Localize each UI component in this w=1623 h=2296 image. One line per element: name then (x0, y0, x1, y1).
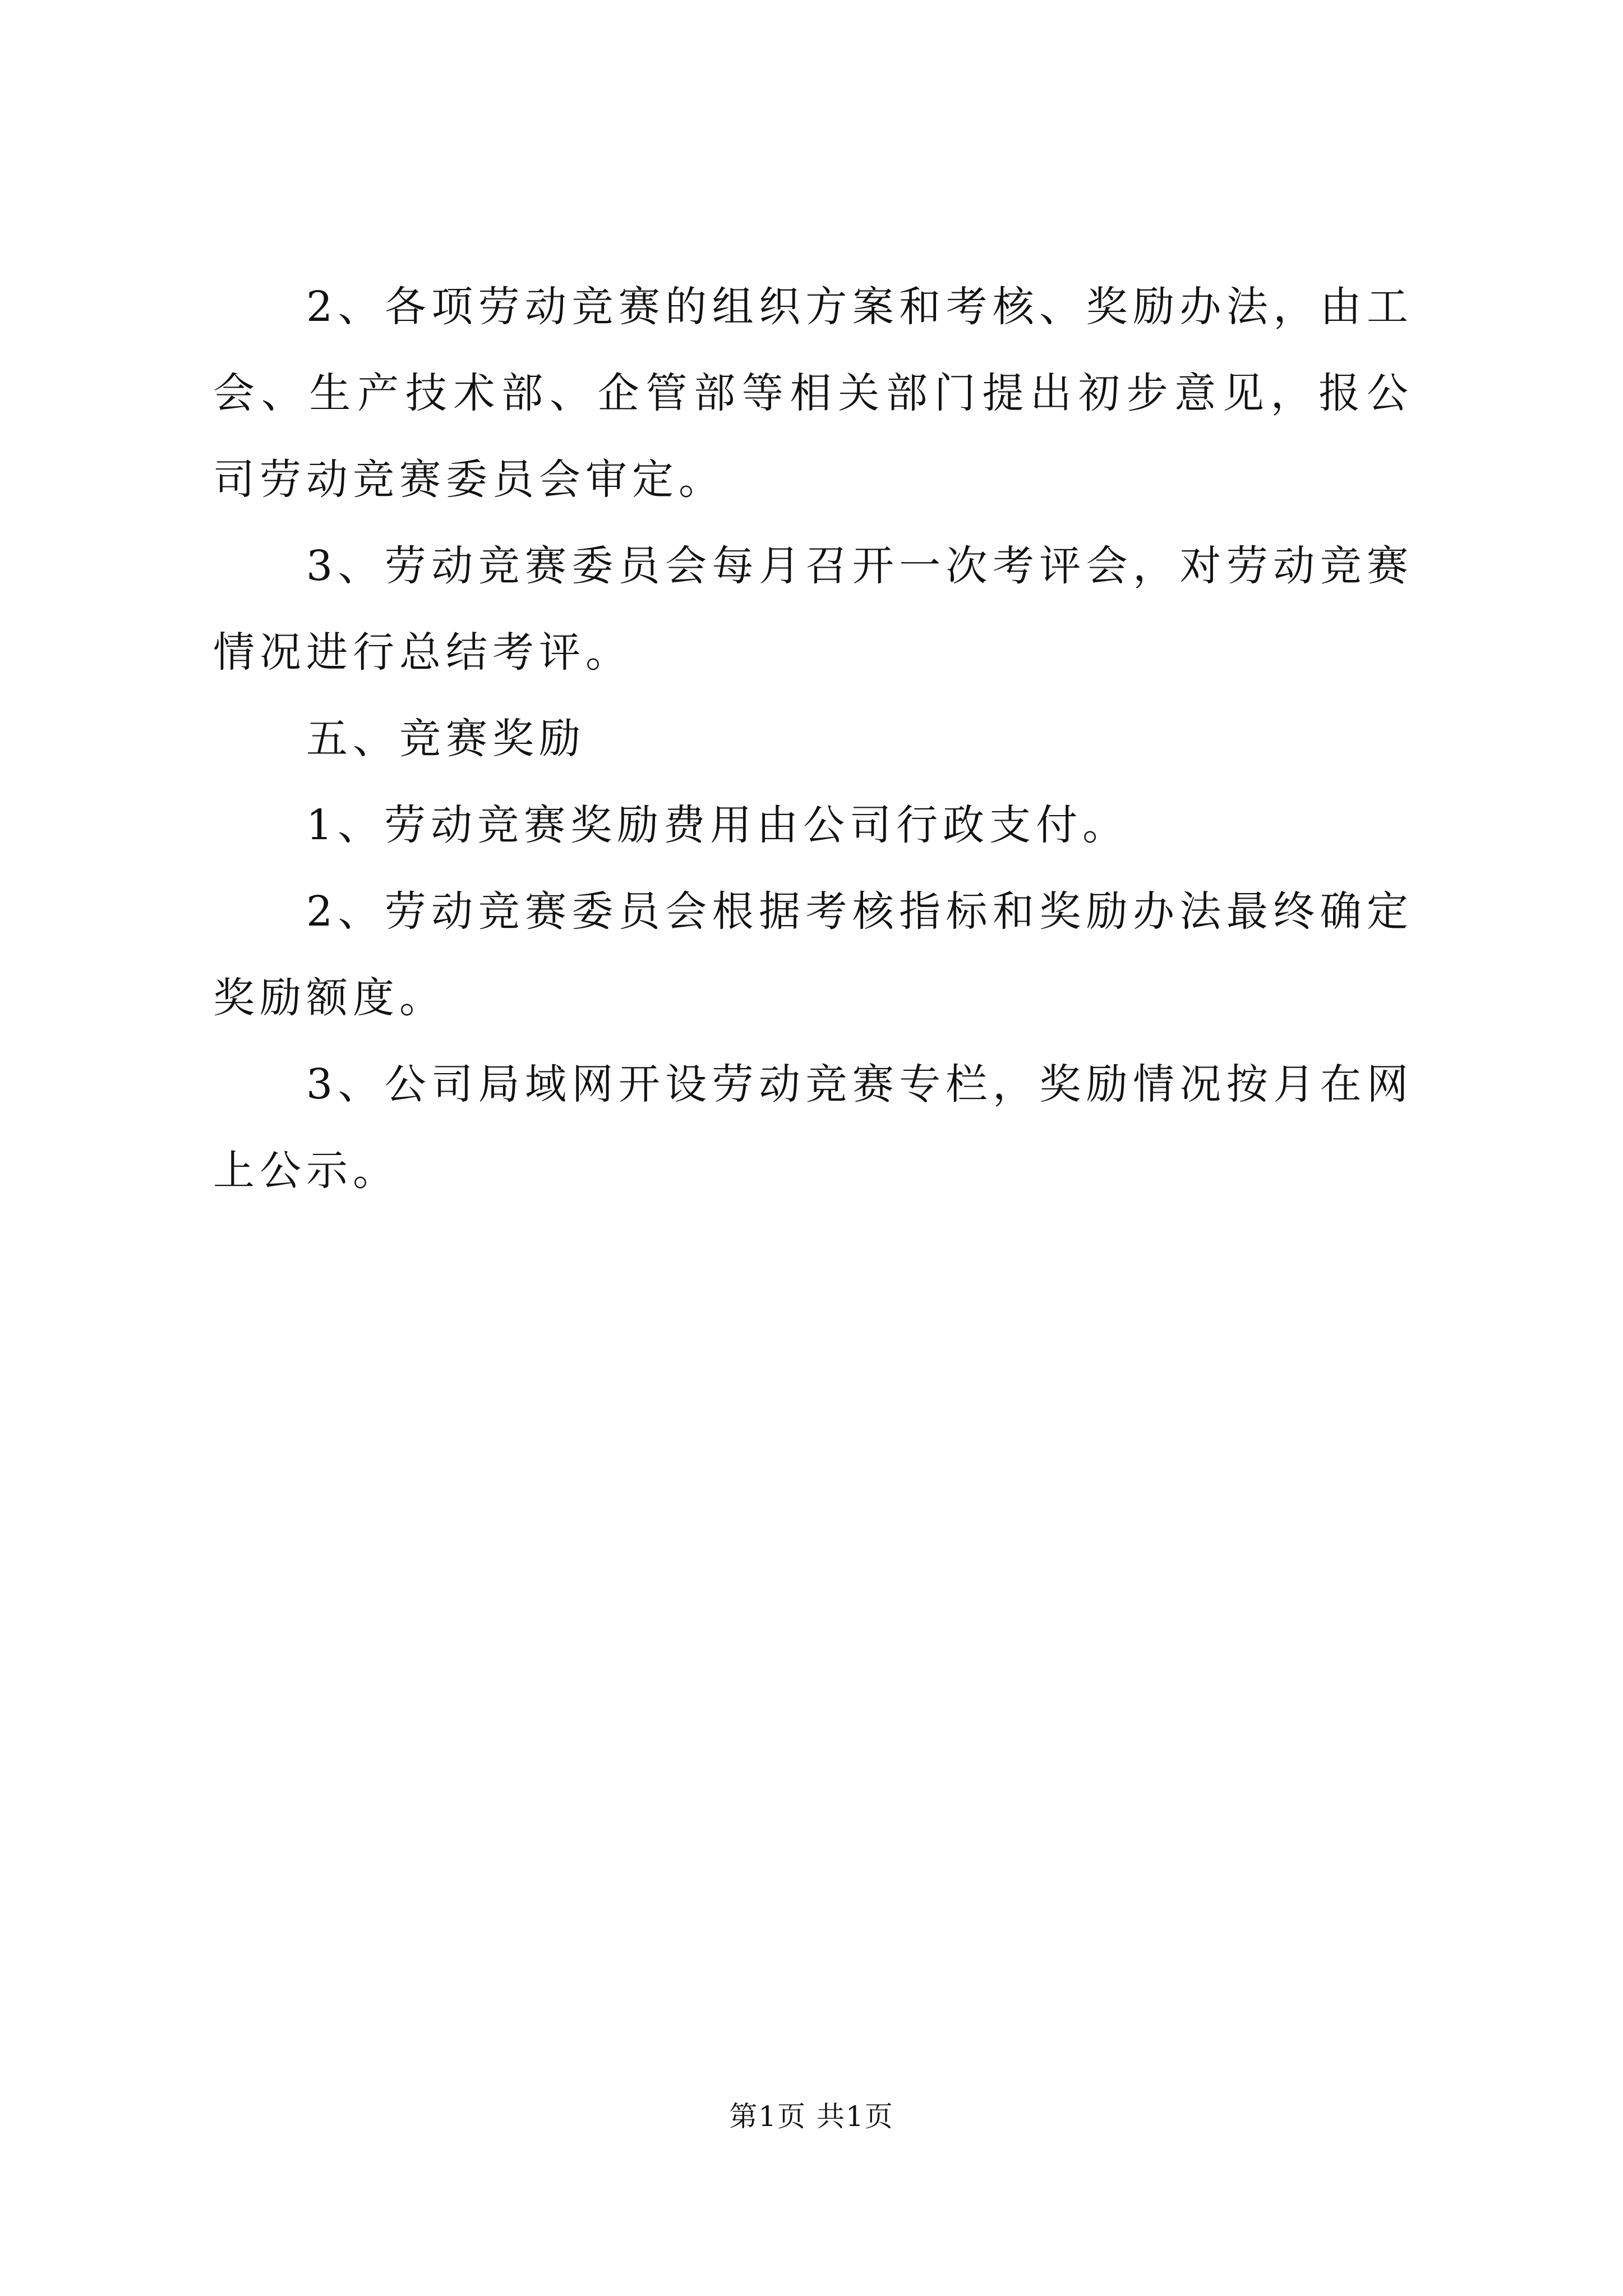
paragraph-reward-amount: 2、劳动竞赛委员会根据考核指标和奖励办法最终确定奖励额度。 (213, 887, 1413, 1022)
document-body (213, 264, 1413, 1214)
paragraph-organization-plan: 2、各项劳动竞赛的组织方案和考核、奖励办法，由工会、生产技术部、企管部等相关部门提出初步意见，报公司劳动竞赛委员会审定。 (213, 283, 1413, 504)
section-heading-rewards: 五、竞赛奖励 (306, 715, 585, 763)
page-footer: 第1页 共1页 (729, 2100, 894, 2133)
paragraph-monthly-review: 3、劳动竞赛委员会每月召开一次考评会，对劳动竞赛情况进行总结考评。 (213, 542, 1413, 677)
paragraph-reward-publicity: 3、公司局域网开设劳动竞赛专栏，奖励情况按月在网上公示。 (213, 1060, 1413, 1195)
paragraph-reward-funding: 1、劳动竞赛奖励费用由公司行政支付。 (306, 801, 1129, 849)
